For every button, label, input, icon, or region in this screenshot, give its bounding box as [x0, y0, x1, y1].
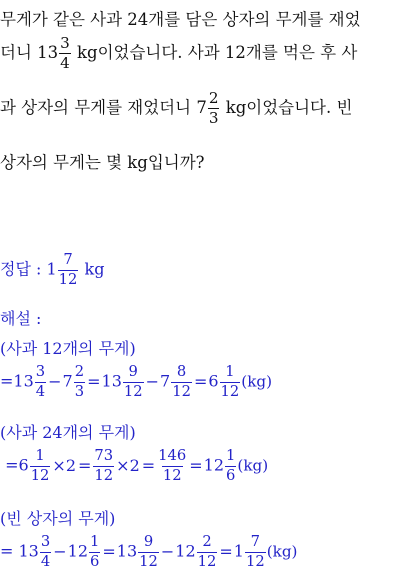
- equals-sign: =: [0, 371, 14, 391]
- fraction-denominator: 12: [139, 552, 158, 570]
- question-line-4: [0, 149, 205, 173]
- fraction-numerator: 2: [208, 89, 219, 107]
- minus-sign: −: [48, 371, 62, 391]
- question-text: 과 상자의 무게를 재었더니: [0, 98, 197, 118]
- fraction-denominator: 12: [94, 466, 114, 484]
- fraction-denominator: 12: [245, 552, 265, 570]
- fraction-numerator: 3: [35, 363, 46, 380]
- fraction-denominator: 12: [220, 382, 240, 400]
- fraction: [93, 449, 114, 483]
- equals-sign: =: [193, 371, 208, 391]
- fraction: [40, 535, 51, 569]
- step-title-text: (빈 상자의 무게): [0, 509, 116, 528]
- mixed-number-whole: 13: [18, 541, 39, 561]
- fraction-numerator: 3: [40, 533, 51, 550]
- fraction-numerator: 73: [94, 447, 114, 464]
- fraction: [89, 535, 100, 569]
- step1-title: [0, 336, 136, 359]
- fraction: [157, 449, 187, 483]
- fraction: [58, 253, 79, 287]
- step3-title: [0, 506, 115, 529]
- unit-label: (kg): [266, 542, 298, 561]
- fraction-numerator: 2: [74, 363, 85, 380]
- fraction-denominator: 12: [197, 552, 217, 570]
- fraction: [245, 535, 266, 569]
- mixed-number-whole: 12: [203, 455, 225, 475]
- fraction-denominator: 12: [58, 270, 78, 288]
- fraction: [74, 365, 85, 399]
- answer-label: 정답 :: [0, 259, 47, 279]
- fraction-denominator: 4: [60, 54, 70, 73]
- fraction-numerator: 2: [202, 533, 212, 550]
- question-line-3: [0, 91, 352, 126]
- equals-sign: =: [219, 541, 233, 561]
- step3-equation: [0, 535, 297, 569]
- fraction-numerator: 1: [90, 533, 100, 550]
- minus-sign: −: [145, 371, 160, 391]
- fraction-numerator: 9: [143, 533, 154, 550]
- mixed-number-whole: 12: [175, 541, 196, 561]
- fraction-numerator: 3: [60, 34, 70, 52]
- fraction-numerator: 7: [250, 533, 261, 550]
- fraction-denominator: 6: [90, 552, 100, 570]
- question-text: 더니: [0, 43, 38, 63]
- fraction-numerator: 146: [158, 447, 187, 464]
- mixed-number-whole: 13: [37, 43, 59, 63]
- fraction: [171, 365, 192, 399]
- fraction-numerator: 8: [176, 363, 187, 380]
- step2-equation: [0, 449, 268, 483]
- minus-sign: −: [160, 541, 175, 561]
- mixed-number-whole: 13: [101, 371, 122, 391]
- equals-sign: =: [189, 455, 203, 475]
- mixed-number-whole: 1: [46, 259, 57, 279]
- question-line-2: [0, 36, 357, 71]
- question-text: 상자의 무게는 몇 kg입니까?: [0, 153, 205, 172]
- mixed-number-whole: 6: [208, 371, 219, 391]
- equals-sign: =: [0, 541, 19, 561]
- mixed-number-whole: 1: [233, 541, 244, 561]
- fraction-numerator: 7: [63, 251, 73, 268]
- fraction-denominator: 3: [74, 382, 85, 400]
- fraction: [30, 449, 51, 483]
- question-text: kg이었습니다. 빈: [220, 98, 353, 118]
- fraction-numerator: 1: [226, 447, 236, 464]
- answer-unit: kg: [79, 259, 105, 279]
- fraction: [123, 365, 144, 399]
- mixed-number-whole: 12: [67, 541, 88, 561]
- fraction-denominator: 4: [35, 382, 46, 400]
- minus-sign: −: [53, 541, 67, 561]
- times-two: ×2: [116, 455, 140, 475]
- mixed-number-whole: 13: [13, 371, 34, 391]
- mixed-number-whole: 13: [116, 541, 138, 561]
- equals-sign: =: [102, 541, 116, 561]
- solution-label: [0, 306, 41, 329]
- question-text: 무게가 같은 사과 24개를 담은 상자의 무게를 재었: [0, 10, 361, 29]
- fraction: [225, 449, 236, 483]
- fraction: [220, 365, 241, 399]
- fraction: [197, 535, 218, 569]
- equals-sign: =: [141, 455, 156, 475]
- step-title-text: (사과 24개의 무게): [0, 423, 136, 442]
- unit-label: (kg): [241, 372, 273, 391]
- fraction: [208, 91, 220, 126]
- fraction: [138, 535, 159, 569]
- equals-sign: =: [78, 455, 92, 475]
- fraction-numerator: 1: [35, 447, 45, 464]
- mixed-number-whole: 7: [62, 371, 73, 391]
- fraction: [35, 365, 46, 399]
- step2-title: [0, 420, 136, 443]
- fraction-numerator: 1: [225, 363, 235, 380]
- step-title-text: (사과 12개의 무게): [0, 339, 136, 358]
- unit-label: (kg): [237, 456, 269, 475]
- answer-line: [0, 253, 104, 287]
- fraction-denominator: 4: [40, 552, 51, 570]
- fraction-numerator: 9: [128, 363, 138, 380]
- question-text: kg이었습니다. 사과 12개를 먹은 후 사: [71, 43, 358, 63]
- times-two: ×2: [52, 455, 77, 475]
- fraction-denominator: 3: [208, 109, 219, 128]
- equals-sign: =: [87, 371, 101, 391]
- fraction-denominator: 6: [226, 466, 236, 484]
- mixed-number-whole: 6: [18, 455, 29, 475]
- step1-equation: [0, 365, 272, 399]
- solution-label-text: 해설 :: [0, 309, 42, 328]
- mixed-number-whole: 7: [196, 98, 207, 118]
- mixed-number-whole: 7: [160, 371, 171, 391]
- question-line-1: [0, 6, 361, 30]
- fraction-denominator: 12: [172, 382, 191, 400]
- fraction-denominator: 12: [162, 466, 182, 484]
- equals-sign: =: [0, 455, 19, 475]
- fraction-denominator: 12: [123, 382, 143, 400]
- fraction: [59, 36, 71, 71]
- fraction-denominator: 12: [30, 466, 50, 484]
